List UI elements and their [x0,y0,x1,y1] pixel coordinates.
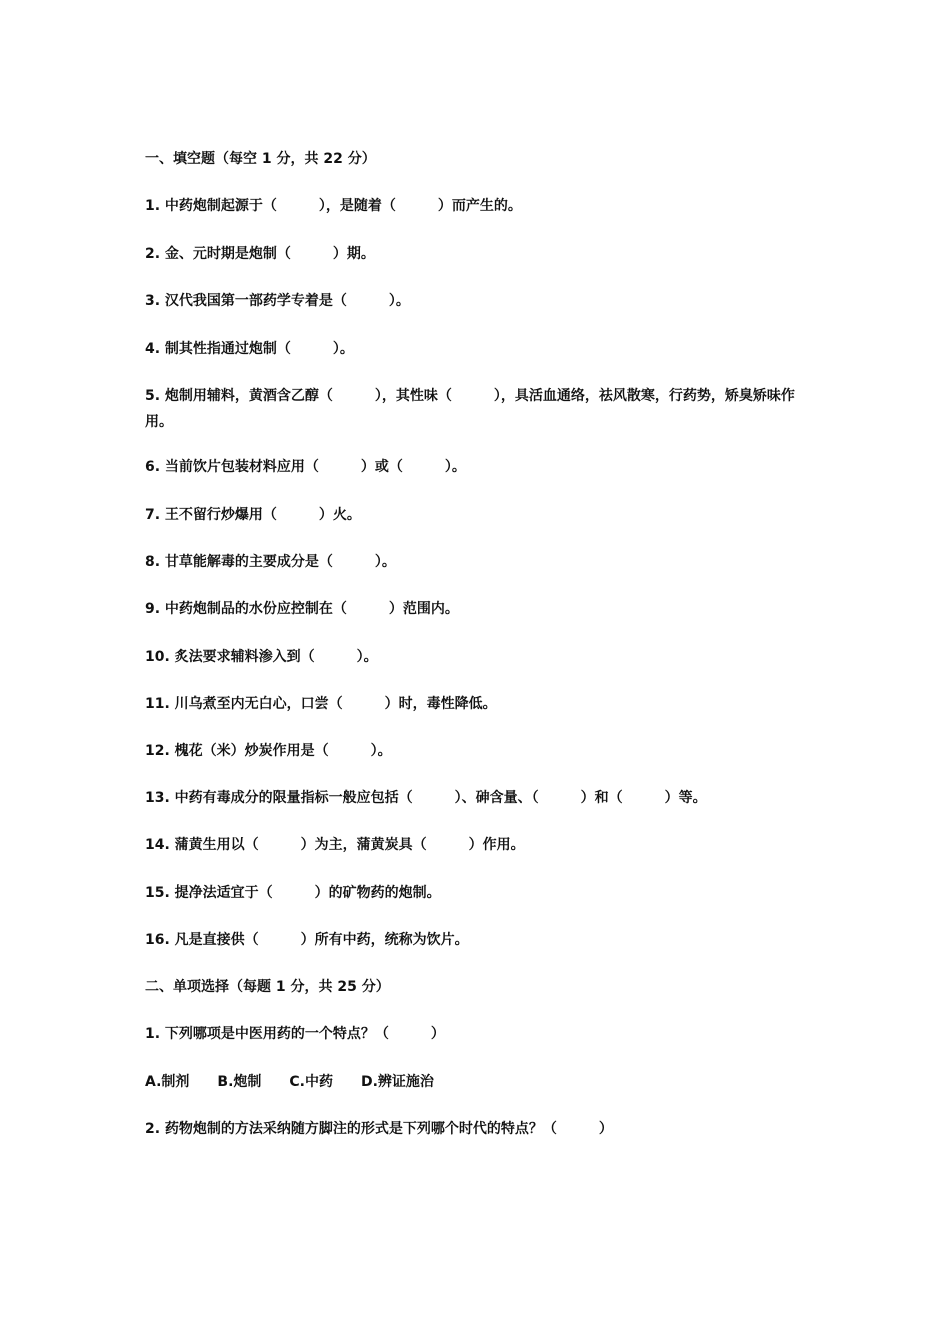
question-item: 13. 中药有毒成分的限量指标一般应包括（ ）、砷含量、（ ）和（ ）等。 [145,790,707,806]
question-item: 14. 蒲黄生用以（ ）为主，蒲黄炭具（ ）作用。 [145,837,525,853]
question-item: 9. 中药炮制品的水份应控制在（ ）范围内。 [145,601,459,617]
question-item: 3. 汉代我国第一部药学专着是（ ）。 [145,293,410,309]
question-item: 10. 炙法要求辅料渗入到（ ）。 [145,649,378,665]
question-item: 12. 槐花（米）炒炭作用是（ ）。 [145,743,392,759]
question-item: 1. 中药炮制起源于（ ），是随着（ ）而产生的。 [145,198,522,214]
question-options: A.制剂 B.炮制 C.中药 D.辨证施治 [145,1074,434,1090]
question-item: 15. 提净法适宜于（ ）的矿物药的炮制。 [145,885,441,901]
question-item: 4. 制其性指通过炮制（ ）。 [145,341,354,357]
question-item: 1. 下列哪项是中医用药的一个特点？（ ） [145,1026,445,1042]
question-item: 6. 当前饮片包装材料应用（ ）或（ ）。 [145,459,466,475]
question-item: 5. 炮制用辅料，黄酒含乙醇（ ），其性味（ ），具活血通络，祛风散寒，行药势，矫臭矫味作用。 [145,388,795,430]
question-item: 8. 甘草能解毒的主要成分是（ ）。 [145,554,396,570]
question-item: 2. 金、元时期是炮制（ ）期。 [145,246,375,262]
section-2-heading: 二、单项选择（每题 1 分，共 25 分） [145,979,390,995]
question-item: 11. 川乌煮至内无白心，口尝（ ）时，毒性降低。 [145,696,497,712]
section-1-heading: 一、填空题（每空 1 分，共 22 分） [145,151,376,167]
question-item: 2. 药物炮制的方法采纳随方脚注的形式是下列哪个时代的特点？（ ） [145,1121,613,1137]
question-item: 7. 王不留行炒爆用（ ）火。 [145,507,361,523]
question-item: 16. 凡是直接供（ ）所有中药，统称为饮片。 [145,932,469,948]
